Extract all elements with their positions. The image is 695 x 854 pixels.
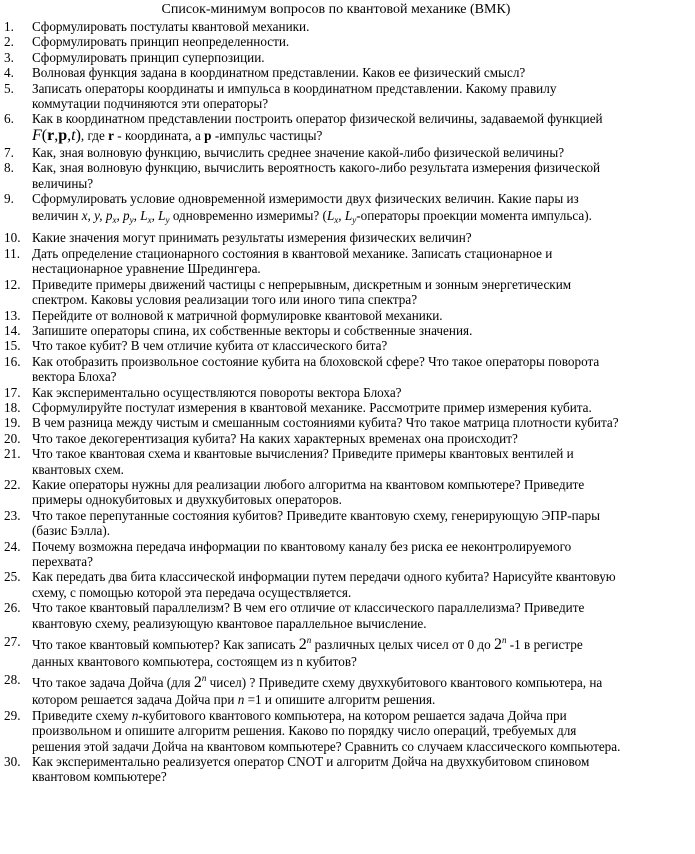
question-number: 9. [4,191,14,207]
question-text: Как экспериментально осуществляются повороты вектора Блоха? [32,384,402,400]
question-text: Что такое декогерентизация кубита? На каких характерных временах она происходит? [32,430,518,446]
question-item-24 [0,539,695,570]
question-item-27 [0,631,695,669]
formula-power-base: 2 [298,636,307,654]
question-number: 15. [4,338,21,354]
question-text: Как экспериментально реализуется оператор CNOT и алгоритм Дойча на двухкубитовом спиновом [32,754,590,770]
question-text [32,631,693,654]
question-item-11 [0,246,695,277]
question-number: 17. [4,384,21,400]
question-item-4 [0,65,695,80]
question-text-continued [32,206,693,230]
question-fragment: одновременно измеримы? ( [169,208,327,224]
question-item-25 [0,569,695,600]
question-item-14 [0,323,695,338]
question-item-7 [0,145,695,160]
formula-power-base: 2 [193,674,202,692]
question-text: Записать операторы координаты и импульса в координатном представлении. Какому правилу [32,80,557,96]
question-number: 23. [4,507,21,523]
question-number: 28. [4,672,21,688]
question-text: Сформулируйте постулат измерения в квантовой механике. Рассмотрите пример измерения кубита. [32,399,592,415]
question-text-continued: вектора Блоха? [32,369,117,385]
question-text-continued: примеры однокубитовых и двухкубитовых операторов. [32,492,342,508]
question-fragment: - координата, а [113,127,205,143]
question-item-23 [0,508,695,539]
question-number: 21. [4,446,21,462]
symbol-n: n [131,707,139,723]
question-number: 4. [4,65,14,81]
question-item-1 [0,19,695,34]
question-text: В чем разница между чистым и смешанным состояниями кубита? Что такое матрица плотности кубита? [32,415,619,431]
question-number: 11. [4,245,20,261]
question-item-3 [0,50,695,65]
question-text-continued: (базис Бэлла). [32,523,111,539]
question-item-10 [0,230,695,245]
formula-F: F [32,126,42,144]
question-text: Как, зная волновую функцию, вычислить вероятность какого-либо результата измерения физической [32,160,601,176]
question-text: Как в координатном представлении построить оператор физической величины, задаваемой функцией [32,111,603,127]
question-fragment: , где [80,127,109,143]
question-text [32,708,693,723]
question-text-continued: нестационарное уравнение Шредингера. [32,261,261,277]
question-item-22 [0,477,695,508]
question-text-continued [32,692,693,707]
formula-variables: x, y, $p_x$, $p_y$, $L_x$, $L_y$ [81,208,170,226]
question-fragment: величин [32,208,82,224]
question-number: 7. [4,144,14,160]
question-text: Сформулировать принцип суперпозиции. [32,49,265,65]
question-text: Что такое квантовый параллелизм? В чем его отличие от классического параллелизма? Приведите [32,600,585,616]
question-item-12 [0,277,695,308]
question-item-9 [0,191,695,230]
question-text: Волновая функция задана в координатном представлении. Каков ее физический смысл? [32,65,526,81]
question-item-8 [0,160,695,191]
question-text: Как, зная волновую функцию, вычислить среднее значение какой-либо физической величины? [32,144,565,160]
question-text-continued: квантовую схему, реализующую квантовое параллельное вычисление. [32,615,427,631]
question-number: 20. [4,430,21,446]
question-text: Что такое квантовая схема и квантовые вычисления? Приведите примеры квантовых вентилей и [32,446,574,462]
symbol-r: r [108,127,114,143]
question-number: 1. [4,19,14,34]
question-item-2 [0,34,695,49]
question-fragment: чисел) ? Приведите схему двухкубитового квантового компьютера, на [206,675,603,691]
question-text: Сформулировать принцип неопределенности. [32,34,290,50]
question-item-18 [0,400,695,415]
question-text-continued: решения этой задачи Дойча на квантовом компьютере? Сравнить со случаем классического компьютера. [32,738,621,754]
question-number: 8. [4,160,14,176]
question-text: Какие значения могут принимать результаты измерения физических величин? [32,230,472,246]
question-text: Дать определение стационарного состояния в квантовой механике. Записать стационарное и [32,245,553,261]
question-text-continued: произвольном и опишите алгоритм решения. Каково по порядку число операций, требуемых для [32,723,577,739]
question-number: 29. [4,707,21,723]
question-text-continued: схему, с помощью которой эта передача осуществляется. [32,584,352,600]
question-fragment: -1 в регистре [506,637,583,653]
question-number: 22. [4,476,21,492]
question-number: 14. [4,322,21,338]
question-item-19 [0,415,695,430]
formula-power-exp: n [201,673,207,684]
question-number: 6. [4,111,14,127]
question-fragment: =1 и опишите алгоритм решения. [244,692,436,708]
question-text: Как отобразить произвольное состояние кубита на блоховской сфере? Что такое операторы поворота [32,353,600,369]
question-text: Запишите операторы спина, их собственные векторы и собственные значения. [32,322,473,338]
document-title: Список-минимум вопросов по квантовой механике (ВМК) [161,2,511,17]
question-item-13 [0,308,695,323]
question-text-continued: квантовых схем. [32,461,124,477]
question-text: Что такое перепутанные состояния кубитов? Приведите квантовую схему, генерирующую ЭПР-пары [32,507,600,523]
formula-power-exp: n [306,635,312,646]
question-item-6 [0,111,695,144]
question-item-17 [0,385,695,400]
question-number: 12. [4,276,21,292]
question-fragment: котором решается задача Дойча при [32,692,238,708]
question-text-continued: величины? [32,175,94,191]
question-number: 10. [4,230,21,246]
question-text: Какие операторы нужны для реализации любого алгоритма на квантовом компьютере? Приведите [32,476,585,492]
question-text: Сформулировать условие одновременной измеримости двух физических величин. Какие пары из [32,191,579,207]
question-item-20 [0,431,695,446]
symbol-p: p [204,127,212,143]
question-number: 30. [4,754,21,770]
formula-power-base: 2 [493,636,502,654]
question-text: Сформулировать постулаты квантовой механики. [32,19,310,34]
question-fragment: -кубитового квантового компьютера, на котором решается задача Дойча при [138,707,567,723]
question-fragment: -операторы проекции момента импульса). [356,208,592,224]
question-text-continued: перехвата? [32,554,93,569]
question-fragment: -импульс частицы? [211,127,323,143]
question-item-26 [0,600,695,631]
question-item-28 [0,669,695,707]
question-number: 27. [4,634,21,650]
question-text: Что такое кубит? В чем отличие кубита от классического бита? [32,338,388,354]
question-fragment: различных целых чисел от 0 до [311,637,494,653]
question-item-29 [0,708,695,754]
formula-args: (r,p,t) [41,126,81,144]
question-text: Как передать два бита классической информации путем передачи одного кубита? Нарисуйте квантовую [32,569,616,585]
question-item-30 [0,754,695,785]
question-number: 19. [4,415,21,431]
question-item-21 [0,446,695,477]
question-number: 24. [4,538,21,554]
question-text: Перейдите от волновой к матричной формулировке квантовой механики. [32,307,443,323]
question-fragment: Что такое задача Дойча (для [32,675,194,691]
question-number: 25. [4,569,21,585]
question-number: 26. [4,600,21,616]
question-text [32,669,693,692]
question-number: 2. [4,34,14,50]
question-fragment: Что такое квантовый компьютер? Как записать [32,637,299,653]
question-text-continued: коммутации подчиняются эти операторы? [32,96,269,112]
question-list [0,19,695,785]
question-item-5 [0,81,695,112]
question-item-16 [0,354,695,385]
question-item-15 [0,338,695,353]
question-text: Почему возможна передача информации по квантовому каналу без риска ее неконтролируемого [32,538,572,554]
question-text-continued [32,127,693,145]
question-text-continued: квантовом компьютере? [32,769,167,785]
question-number: 3. [4,49,14,65]
symbol-n: n [237,692,245,708]
question-number: 18. [4,399,21,415]
question-number: 13. [4,307,21,323]
formula-operators: $L_x$, $L_y$ [326,208,357,226]
question-number: 5. [4,80,14,96]
question-fragment: Приведите схему [32,707,132,723]
formula-power-exp: n [501,635,507,646]
question-number: 16. [4,353,21,369]
question-text-continued: данных квантового компьютера, состоящем из n кубитов? [32,654,357,670]
question-text: Приведите примеры движений частицы с непрерывным, дискретным и зонным энергетическим [32,276,572,292]
question-text-continued: спектром. Каковы условия реализации того или иного типа спектра? [32,292,418,308]
